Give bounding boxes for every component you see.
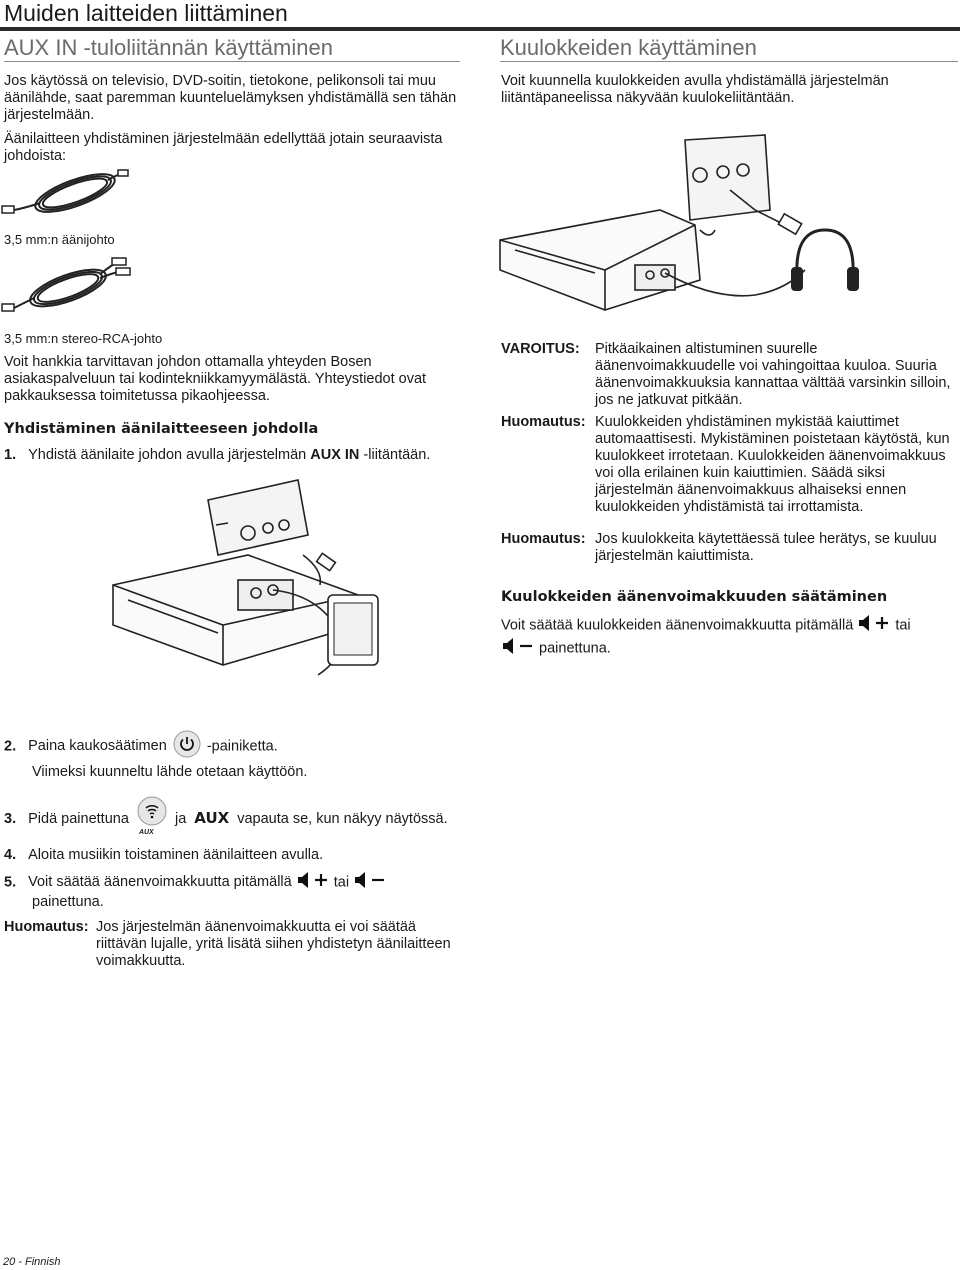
- step-1: [4, 447, 464, 464]
- step-3-number: 3.: [4, 810, 17, 827]
- title-rule: [0, 27, 960, 31]
- volume-down-icon: [501, 637, 535, 660]
- warning-block: [501, 341, 957, 409]
- headphones-section-title: Kuulokkeiden käyttäminen: [500, 35, 757, 60]
- bottom-note-text: Jos järjestelmän äänenvoimakkuutta ei voi säätää riittävän lujalle, yritä lisätä siihen yhdistetyn äänilaitteen voimakkuutta.: [96, 919, 451, 969]
- volume-text-mid: tai: [895, 617, 911, 634]
- bottom-note-label: Huomautus:: [4, 919, 89, 935]
- note-2-block: [501, 531, 957, 565]
- headphones-connection-illustration: [495, 130, 835, 330]
- step-1-number: 1.: [4, 447, 17, 463]
- headphones-intro: Voit kuunnella kuulokkeiden avulla yhdistämällä järjestelmän liitäntäpaneelissa näkyvään kuulokeliitäntään.: [501, 73, 889, 106]
- aux-section-title: AUX IN -tuloliitännän käyttäminen: [4, 35, 333, 60]
- page-title: Muiden laitteiden liittäminen: [4, 0, 288, 26]
- note-2-text: Jos kuulokkeita käytettäessä tulee herätys, se kuuluu järjestelmän kaiuttimista.: [595, 531, 937, 564]
- cable-1-label: 3,5 mm:n äänijohto: [4, 232, 115, 247]
- warning-text: Pitkäaikainen altistuminen suurelle äänenvoimakkuudelle voi vahingoittaa kuuloa. Suuria äänenvoimakkuuksia kannattaa välttää varsinkin silloin, jos ne jatkuvat pitkään.: [595, 341, 951, 408]
- step-2: [4, 730, 278, 763]
- aux-section-rule: [4, 61, 460, 62]
- power-icon: [173, 730, 201, 763]
- step-3-text-post: vapauta se, kun näkyy näytössä.: [237, 810, 448, 827]
- step-3-text-pre: Pidä painettuna: [28, 810, 129, 827]
- step-2-text-post: -painiketta.: [206, 738, 278, 755]
- note-1-block: [501, 414, 957, 516]
- cable-2-label: 3,5 mm:n stereo-RCA-johto: [4, 331, 163, 346]
- page-footer: 20 - Finnish: [3, 1256, 61, 1268]
- volume-heading: Kuulokkeiden äänenvoimakkuuden säätäminen: [501, 589, 888, 605]
- audio-cable-illustration: [0, 168, 130, 223]
- step-5-text-mid: tai: [333, 874, 350, 891]
- rca-cable-illustration: [0, 256, 135, 316]
- step-3-text-mid: ja: [174, 810, 187, 827]
- buy-cable-text: Voit hankkia tarvittavan johdon ottamalla yhteyden Bosen asiakaspalveluun tai kodintekniikkamyymälästä. Yhteystiedot ovat pakkauksessa toimitetussa pikaohjeessa.: [4, 354, 427, 404]
- step-5: [4, 871, 464, 911]
- note-2-label: Huomautus:: [501, 531, 586, 547]
- step-3-aux-label: AUX: [194, 808, 230, 827]
- step-3: [4, 802, 448, 836]
- bottom-note-block: [4, 919, 464, 970]
- step-1-text-pre: Yhdistä äänilaite johdon avulla järjestelmän: [28, 447, 311, 463]
- step-1-aux-in: AUX IN: [310, 447, 360, 463]
- aux-intro-1: Jos käytössä on televisio, DVD-soitin, tietokone, pelikonsoli tai muu äänilähde, saat paremman kuunteluelämyksen yhdistämällä sen tähän järjestelmään.: [4, 73, 457, 123]
- volume-up-icon: [296, 871, 330, 894]
- step-2-number: 2.: [4, 738, 17, 755]
- step-5-number: 5.: [4, 874, 17, 891]
- step-2-sub: Viimeksi kuunneltu lähde otetaan käyttöön.: [32, 764, 308, 780]
- aux-connection-illustration: [108, 475, 398, 705]
- note-1-label: Huomautus:: [501, 414, 586, 430]
- headphones-section-rule: [500, 61, 958, 62]
- bluetooth-aux-icon-label: AUX: [138, 829, 154, 836]
- bluetooth-aux-icon: [137, 802, 167, 836]
- volume-up-icon: [857, 614, 891, 637]
- connect-heading: Yhdistäminen äänilaitteeseen johdolla: [4, 421, 319, 437]
- warning-label: VAROITUS:: [501, 341, 580, 357]
- step-5-text-post: painettuna.: [32, 894, 104, 910]
- volume-text: [501, 614, 941, 660]
- step-4-number: 4.: [4, 847, 17, 863]
- step-5-text-pre: Voit säätää äänenvoimakkuutta pitämällä: [28, 874, 292, 891]
- step-4-text: Aloita musiikin toistaminen äänilaitteen avulla.: [28, 847, 324, 863]
- step-2-text-pre: Paina kaukosäätimen: [28, 738, 167, 755]
- note-1-text: Kuulokkeiden yhdistäminen mykistää kaiuttimet automaattisesti. Mykistäminen poistetaan käytöstä, kun kuulokkeet irrotetaan. Kuulokkeiden äänenvoimakkuus voi olla erilainen kuin kaiuttimien. Säädä siksi järjestelmän äänenvoimakkuus alhaiseksi ennen kuulokkeiden yhdistämistä tai irrottamista.: [595, 414, 950, 515]
- volume-text-pre: Voit säätää kuulokkeiden äänenvoimakkuutta pitämällä: [501, 617, 854, 634]
- volume-down-icon: [353, 871, 387, 894]
- aux-intro-2: Äänilaitteen yhdistäminen järjestelmään edellyttää jotain seuraavista johdoista:: [4, 131, 443, 164]
- step-4: [4, 847, 323, 864]
- volume-text-post: painettuna.: [539, 640, 611, 657]
- step-1-text-post: -liitäntään.: [359, 447, 431, 463]
